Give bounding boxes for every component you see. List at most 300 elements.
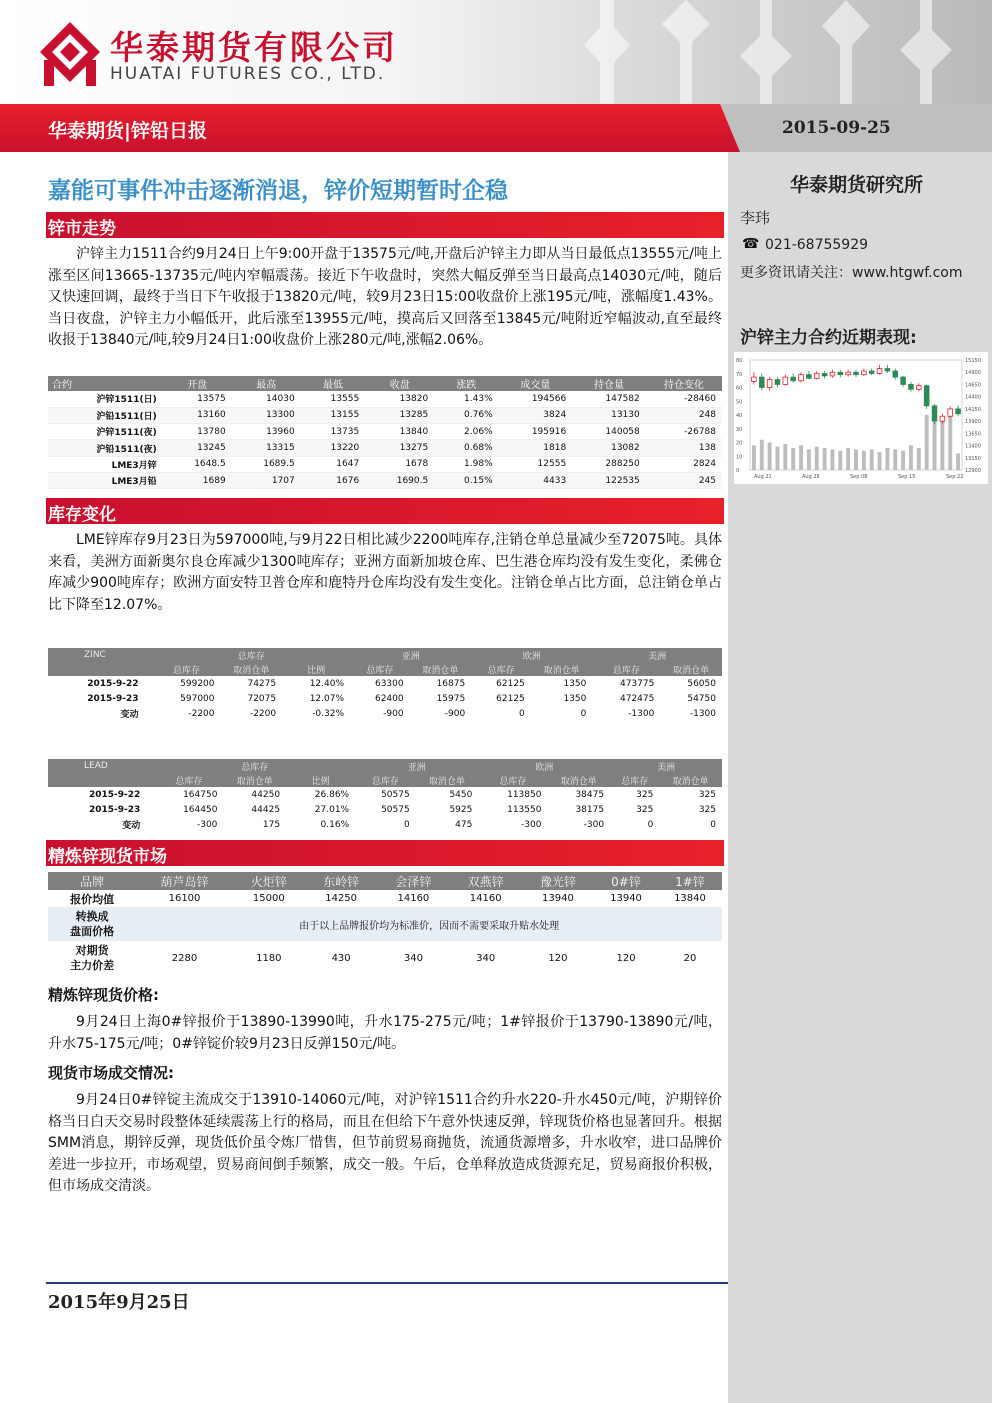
table-cell: 15975 [436, 693, 466, 704]
more-info-link[interactable]: 更多资讯请关注：www.htgwf.com [740, 265, 963, 281]
table-cell: 13575 [163, 391, 232, 407]
chart-title: 沪锌主力合约近期表现: [740, 328, 917, 348]
table-cell: 44250 [251, 789, 281, 800]
table-cell: 27.01% [314, 804, 350, 815]
candle-body [861, 371, 866, 375]
volume-bar [752, 445, 756, 470]
x-tick-label: Sep 22 [946, 474, 964, 480]
table-cell: 597000 [180, 693, 215, 704]
table-cell: 13275 [365, 440, 434, 456]
table-cell: 164450 [183, 804, 218, 815]
spot-row-label: 对期货 主力价差 [70, 944, 115, 972]
stock-group-header: 总库存 [154, 759, 355, 773]
candle-body [877, 369, 882, 374]
stock-sub-header: 总库存 [478, 773, 547, 787]
table-cell: 248 [646, 407, 722, 423]
stock-sub-header: 总库存 [592, 662, 660, 676]
stock-group-header: 总库存 [153, 648, 350, 662]
table-cell: 138 [646, 440, 722, 456]
table-row [48, 424, 722, 440]
stock-sub-header: 比例 [282, 662, 350, 676]
table-cell: 175 [262, 819, 281, 830]
volume-bar [917, 448, 921, 470]
volume-bar [838, 451, 842, 470]
table-cell: -2200 [188, 708, 215, 719]
table-cell: 147582 [572, 391, 646, 407]
table-cell: -300 [521, 819, 542, 830]
volume-bar [862, 451, 866, 470]
analyst-phone: 021-68755929 [765, 237, 869, 253]
table-cell: 1690.5 [365, 472, 434, 488]
table-cell: 0 [710, 819, 716, 830]
y-left-tick-label: 60 [736, 385, 743, 392]
section-inventory-header: 库存变化 [46, 498, 724, 524]
volume-bar [830, 449, 834, 470]
y-right-tick-label: 14900 [965, 370, 981, 377]
table-row [48, 817, 722, 832]
table-cell: 3824 [499, 407, 573, 423]
price-col-header: 合约 [48, 376, 163, 391]
table-cell: 12.07% [309, 693, 345, 704]
table-cell: -300 [196, 819, 218, 830]
volume-bar [901, 451, 905, 470]
table-cell: 4433 [499, 472, 573, 488]
volume-bar [776, 447, 780, 470]
stock-sub-header: 取消仓单 [223, 773, 286, 787]
table-cell: -28460 [646, 391, 722, 407]
table-cell: 340 [403, 952, 423, 964]
table-cell: 2824 [646, 456, 722, 472]
candle-body [838, 372, 843, 374]
table-cell: 13082 [572, 440, 646, 456]
table-cell: 194566 [499, 391, 573, 407]
volume-bar [956, 454, 960, 471]
stock-group-header: 美洲 [592, 648, 722, 662]
table-cell: 5450 [449, 789, 473, 800]
footer-divider [46, 1282, 728, 1284]
table-cell: 13300 [232, 407, 301, 423]
spot-note: 由于以上品牌报价均为标准价，因而不需要采取升贴水处理 [136, 907, 722, 941]
table-cell: 63300 [374, 678, 404, 689]
x-tick-label: Sep 08 [850, 474, 868, 480]
table-cell: 288250 [572, 456, 646, 472]
table-cell: 325 [636, 789, 654, 800]
spot-row-label: 报价均值 [70, 892, 115, 906]
stock-table-label: LEAD [48, 759, 154, 773]
analyst-name: 李玮 [740, 209, 771, 227]
table-cell: 0.16% [320, 819, 350, 830]
y-left-tick-label: 40 [736, 413, 743, 419]
volume-bar [854, 449, 858, 470]
table-cell: -26788 [646, 424, 722, 440]
spot-price-subhead: 精炼锌现货价格: [48, 986, 159, 1004]
table-cell: 195916 [499, 424, 573, 440]
candle-body [924, 386, 929, 406]
spot-col-header: 品牌 [48, 872, 136, 890]
candle-body [940, 416, 945, 421]
table-cell: 1180 [256, 952, 282, 964]
table-cell: -300 [583, 819, 605, 830]
company-logo-icon [40, 22, 100, 86]
table-cell: 5925 [449, 804, 473, 815]
contract-name: LME3月锌 [48, 456, 163, 472]
spot-price-table [48, 872, 722, 975]
table-cell: 62125 [496, 678, 525, 689]
candle-body [948, 409, 953, 416]
header-decoration [560, 0, 992, 104]
stock-group-header: 欧洲 [471, 648, 592, 662]
contract-name: 沪铅1511(夜) [48, 440, 163, 456]
table-row [48, 706, 722, 721]
report-date: 2015-09-25 [782, 118, 891, 138]
table-cell: 74275 [247, 678, 277, 689]
table-cell: 1.43% [434, 391, 498, 407]
table-cell: 13220 [301, 440, 365, 456]
table-cell: 599200 [180, 678, 215, 689]
price-col-header: 收盘 [365, 376, 434, 391]
row-label: 变动 [122, 821, 141, 831]
stock-group-header: 欧洲 [478, 759, 610, 773]
stock-group-header: 亚洲 [355, 759, 478, 773]
candle-body [830, 372, 835, 376]
volume-bar [823, 448, 827, 470]
volume-bar [909, 445, 913, 470]
zinc-candlestick-chart [734, 352, 988, 484]
table-cell: 0.68% [434, 440, 498, 456]
table-cell: 14160 [397, 893, 430, 904]
candle-body [956, 409, 961, 414]
stock-sub-header: 总库存 [350, 662, 410, 676]
x-tick-label: Sep 15 [898, 474, 916, 480]
price-col-header: 持仓量 [572, 376, 646, 391]
table-row [48, 391, 722, 407]
deal-subhead: 现货市场成交情况: [48, 1064, 174, 1082]
table-row [48, 440, 722, 456]
candle-body [752, 377, 757, 381]
table-cell: 1350 [563, 693, 587, 704]
table-cell: 430 [331, 952, 351, 964]
stock-group-header: 美洲 [610, 759, 722, 773]
volume-bar [940, 418, 944, 470]
table-cell: 325 [698, 789, 716, 800]
stock-sub-header: 取消仓单 [221, 662, 283, 676]
spot-col-header: 东岭锌 [305, 872, 377, 890]
spot-col-header: 0#锌 [594, 872, 658, 890]
price-col-header: 最低 [301, 376, 365, 391]
price-col-header: 涨跌 [434, 376, 498, 391]
table-cell: 1689 [163, 472, 232, 488]
candle-body [759, 377, 764, 387]
table-cell: 13840 [674, 893, 706, 904]
table-cell: 122535 [572, 472, 646, 488]
price-col-header: 成交量 [499, 376, 573, 391]
table-cell: 1689.5 [232, 456, 301, 472]
footer-date: 2015年9月25日 [48, 1292, 190, 1313]
stock-sub-header: 取消仓单 [416, 773, 479, 787]
table-cell: 0.76% [434, 407, 498, 423]
volume-bar [799, 445, 803, 470]
report-title: 华泰期货|锌铅日报 [48, 120, 207, 142]
table-cell: 13130 [572, 407, 646, 423]
price-table [48, 376, 722, 489]
table-cell: 14160 [469, 893, 502, 904]
candle-body [854, 372, 859, 374]
table-cell: 2280 [171, 952, 198, 964]
table-cell: 16875 [436, 678, 466, 689]
table-cell: 245 [646, 472, 722, 488]
phone-icon: ☎ [742, 236, 760, 252]
table-cell: 340 [476, 952, 496, 964]
y-right-tick-label: 12900 [965, 468, 981, 474]
table-cell: 120 [616, 952, 636, 964]
y-right-tick-label: 14150 [965, 406, 981, 413]
spot-col-header: 豫光锌 [522, 872, 594, 890]
stock-group-header: 亚洲 [350, 648, 471, 662]
table-cell: 113550 [507, 804, 542, 815]
candle-body [767, 380, 772, 388]
table-row [48, 676, 722, 691]
table-cell: 13245 [163, 440, 232, 456]
candle-body [932, 406, 937, 421]
candle-body [885, 369, 890, 371]
table-cell: 120 [548, 952, 568, 964]
y-left-tick-label: 30 [736, 426, 743, 433]
price-col-header: 最高 [232, 376, 301, 391]
candle-body [807, 375, 812, 379]
candle-body [916, 386, 921, 390]
row-label: 2015-9-22 [89, 789, 141, 800]
table-cell: 14030 [232, 391, 301, 407]
volume-bar [893, 449, 897, 470]
table-cell: 13735 [301, 424, 365, 440]
contract-name: 沪铅1511(日) [48, 407, 163, 423]
candle-body [869, 371, 874, 373]
candle-body [775, 380, 780, 385]
table-cell: 54750 [687, 693, 716, 704]
table-cell: 13780 [163, 424, 232, 440]
table-cell: 0 [647, 819, 654, 830]
table-cell: 62400 [374, 693, 404, 704]
table-cell: 113850 [507, 789, 542, 800]
table-cell: 13820 [365, 391, 434, 407]
table-cell: -1300 [628, 708, 655, 719]
volume-bar [878, 452, 882, 470]
table-cell: 38175 [575, 804, 605, 815]
y-right-tick-label: 15150 [965, 358, 981, 364]
row-label: 变动 [120, 710, 139, 720]
table-cell: -1300 [689, 708, 716, 719]
table-cell: 2.06% [434, 424, 498, 440]
table-cell: 1676 [301, 472, 365, 488]
stock-table-label: ZINC [48, 648, 153, 662]
stock-sub-header: 取消仓单 [547, 773, 610, 787]
table-cell: 20 [683, 952, 697, 964]
table-cell: -900 [444, 708, 466, 719]
table-cell: 1.98% [434, 456, 498, 472]
volume-bar [760, 440, 764, 470]
table-row [48, 456, 722, 472]
candle-body [799, 375, 804, 381]
candle-body [814, 373, 819, 378]
table-cell: 13940 [610, 893, 642, 904]
volume-bar [791, 448, 795, 470]
table-cell: 1350 [563, 678, 587, 689]
institute-name: 华泰期货研究所 [790, 174, 924, 196]
stock-sub-header: 取消仓单 [531, 662, 593, 676]
stock-sub-header: 取消仓单 [660, 662, 722, 676]
table-cell: 50575 [381, 789, 410, 800]
y-left-tick-label: 50 [736, 399, 743, 406]
table-cell: 56050 [687, 678, 716, 689]
spot-col-header: 火炬锌 [233, 872, 305, 890]
table-row [48, 691, 722, 706]
table-cell: 26.86% [314, 789, 350, 800]
volume-bar [885, 448, 889, 470]
table-cell: 62125 [496, 693, 525, 704]
candle-body [893, 371, 898, 377]
table-cell: 72075 [247, 693, 277, 704]
table-cell: 12.40% [309, 678, 345, 689]
y-left-tick-label: 70 [736, 371, 743, 378]
spot-col-header: 1#锌 [658, 872, 722, 890]
table-cell: -0.32% [312, 708, 345, 719]
spot-row-label: 转换成 盘面价格 [48, 907, 136, 941]
company-name-en: HUATAI FUTURES CO., LTD. [110, 64, 386, 84]
table-cell: 38475 [575, 789, 605, 800]
table-cell: 44425 [251, 804, 281, 815]
table-cell: 13555 [301, 391, 365, 407]
y-right-tick-label: 13900 [965, 419, 981, 426]
table-cell: 325 [698, 804, 716, 815]
table-cell: 13285 [365, 407, 434, 423]
candle-body [901, 377, 906, 384]
table-cell: -900 [383, 708, 404, 719]
volume-bar [807, 449, 811, 470]
volume-bar [783, 444, 787, 470]
table-cell: 12555 [499, 456, 573, 472]
main-headline: 嘉能可事件冲击逐渐消退，锌价短期暂时企稳 [48, 178, 508, 204]
contract-name: 沪锌1511(夜) [48, 424, 163, 440]
table-cell: 1707 [232, 472, 301, 488]
y-left-tick-label: 20 [736, 440, 743, 447]
table-cell: 1647 [301, 456, 365, 472]
table-cell: 472475 [619, 693, 655, 704]
volume-bar [870, 449, 874, 470]
table-cell: 473775 [619, 678, 655, 689]
x-tick-label: Aug 21 [754, 474, 772, 480]
row-label: 2015-9-23 [89, 804, 141, 815]
stock-sub-header: 取消仓单 [410, 662, 472, 676]
deal-paragraph: 9月24日0#锌锭主流成交于13910-14060元/吨，对沪锌1511合约升水220-升水450元/吨，沪期锌价格当日白天交易时段整体延续震荡上行的格局，而且在但给下午意外快速反弹，锌现货价格也显著回升。根据SMM消息，期锌反弹，现货低价虽令炼厂惜售，但节前贸易商抛货，流通货源增多，升水收窄，进口品牌价差进一步拉开，市场观望，贸易商间倒手频繁，成交一般。午后，仓单释放造成货源充足，贸易商报价积极，但市场成交清淡。 [48, 1092, 722, 1194]
spot-col-header: 葫芦岛锌 [136, 872, 232, 890]
table-cell: 13960 [232, 424, 301, 440]
table-cell: 15000 [252, 893, 285, 904]
inventory-paragraph: LME锌库存9月23日为597000吨,与9月22日相比减少2200吨库存,注销仓单总量减少至72075吨。具体来看，美洲方面新奥尔良仓库减少1300吨库存；亚洲方面新加坡仓库、巴生港仓库均没有发生变化，柔佛仓库减少900吨库存；欧洲方面安特卫普仓库和鹿特丹仓库均没有发生变化。注销仓单占比方面，总注销仓单占比下降至12.07%。 [48, 532, 722, 613]
volume-bar [846, 448, 850, 470]
table-cell: 13840 [365, 424, 434, 440]
stock-sub-header: 取消仓单 [659, 773, 722, 787]
table-row [48, 472, 722, 488]
table-cell: 13160 [163, 407, 232, 423]
candle-body [909, 384, 914, 389]
stock-sub-header: 总库存 [471, 662, 531, 676]
candle-body [846, 372, 851, 374]
candle-body [791, 377, 796, 381]
stock-sub-header: 总库存 [154, 773, 223, 787]
table-cell: 0.15% [434, 472, 498, 488]
y-right-tick-label: 13150 [965, 455, 981, 462]
price-col-header: 持仓变化 [646, 376, 722, 391]
table-cell: 0 [519, 708, 525, 719]
page-header [0, 0, 992, 104]
table-cell: 325 [636, 804, 654, 815]
volume-bar [925, 415, 929, 470]
row-label: 2015-9-23 [87, 693, 139, 704]
x-tick-label: Aug 28 [802, 474, 820, 480]
candle-body [822, 373, 827, 375]
section-market-header: 锌市走势 [46, 212, 724, 238]
y-left-tick-label: 0 [736, 468, 740, 474]
table-cell: 475 [455, 819, 473, 830]
table-cell: 16100 [168, 893, 201, 904]
lead-stock-table [48, 759, 722, 832]
table-cell: 13315 [232, 440, 301, 456]
table-row [48, 407, 722, 423]
table-cell: 0 [580, 708, 587, 719]
volume-bar [815, 447, 819, 470]
table-cell: 0 [403, 819, 410, 830]
volume-bar [948, 415, 952, 470]
company-name-cn: 华泰期货有限公司 [110, 28, 398, 67]
table-row [48, 787, 722, 802]
y-left-tick-label: 10 [736, 454, 743, 461]
zinc-stock-table [48, 648, 722, 721]
stock-sub-header: 总库存 [610, 773, 659, 787]
y-right-tick-label: 14400 [965, 394, 981, 401]
stock-sub-header: 总库存 [153, 662, 221, 676]
volume-bar [933, 422, 937, 470]
table-cell: 13940 [542, 893, 574, 904]
table-cell: 140058 [572, 424, 646, 440]
table-cell: 1818 [499, 440, 573, 456]
y-right-tick-label: 13650 [965, 431, 981, 438]
spot-col-header: 会泽锌 [377, 872, 449, 890]
y-right-tick-label: 14650 [965, 382, 981, 389]
spot-col-header: 双燕锌 [450, 872, 522, 890]
candle-body [783, 377, 788, 384]
spot-price-paragraph: 9月24日上海0#锌报价于13890-13990吨，升水175-275元/吨；1#锌报价于13790-13890元/吨，升水75-175元/吨；0#锌锭价较9月23日反弹150元/吨。 [48, 1014, 722, 1052]
y-right-tick-label: 13400 [965, 443, 981, 450]
stock-sub-header: 总库存 [355, 773, 416, 787]
market-paragraph: 沪锌主力1511合约9月24日上午9:00开盘于13575元/吨,开盘后沪锌主力即从当日最低点13555元/吨上涨至区间13665-13735元/吨内窄幅震荡。接近下午收盘时，突然大幅反弹至当日最高点14030元/吨，随后又快速回调，最终于当日下午收报于13820元/吨，较9月23日15:00收盘价上涨195元/吨，涨幅度1.43%。当日夜盘，沪锌主力小幅低开，此后涨至13955元/吨，摸高后又回落至13845元/吨附近窄幅波动,直至最终收报于13840元/吨,较9月24日1:00收盘价上涨280元/吨,涨幅2.06%。 [48, 246, 722, 348]
section-spot-header: 精炼锌现货市场 [46, 840, 724, 866]
y-left-tick-label: 80 [736, 358, 743, 364]
volume-bar [768, 443, 772, 471]
stock-sub-header: 比例 [286, 773, 355, 787]
contract-name: 沪锌1511(日) [48, 391, 163, 407]
table-cell: 14250 [325, 893, 358, 904]
table-cell: 1678 [365, 456, 434, 472]
table-cell: 164750 [183, 789, 218, 800]
table-cell: 13155 [301, 407, 365, 423]
table-row [48, 802, 722, 817]
price-col-header: 开盘 [163, 376, 232, 391]
table-cell: -2200 [249, 708, 277, 719]
table-cell: 50575 [381, 804, 410, 815]
table-cell: 1648.5 [163, 456, 232, 472]
row-label: 2015-9-22 [87, 678, 139, 689]
contract-name: LME3月铅 [48, 472, 163, 488]
